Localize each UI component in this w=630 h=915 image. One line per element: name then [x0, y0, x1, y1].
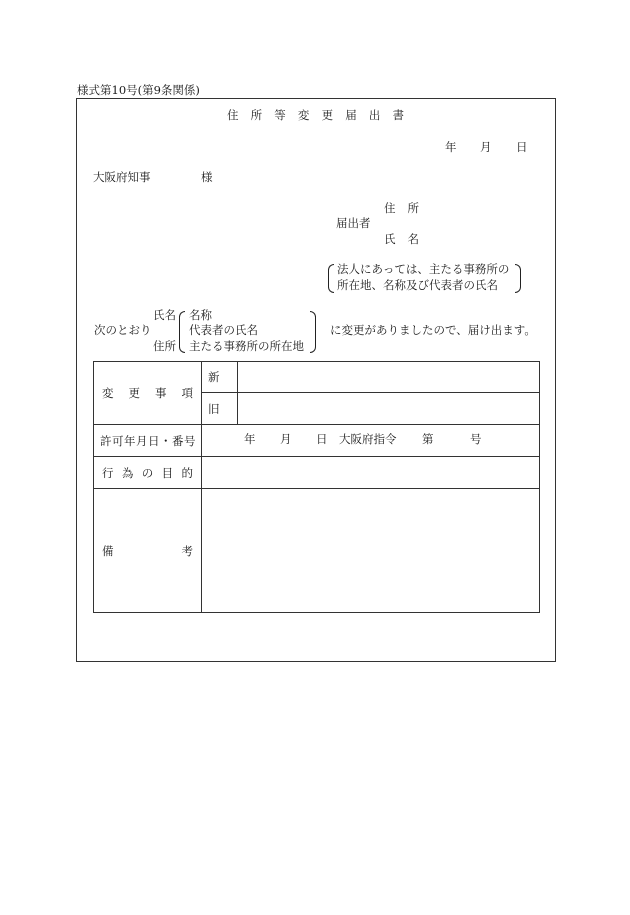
permit-label: 許可年月日・番号 [94, 425, 202, 457]
purpose-label: 行 為 の 目 的 [102, 465, 193, 480]
permit-go: 号 [470, 431, 482, 446]
change-items-label: 変 更 事 項 [102, 386, 193, 400]
title-char: 等 [274, 108, 286, 122]
title-char: 住 [227, 108, 239, 122]
table-row-permit [94, 425, 540, 457]
change-items-label-cell [94, 362, 202, 425]
old-value-cell[interactable] [238, 393, 540, 425]
applicant-address-label: 住 所 [384, 201, 419, 215]
remarks-label-cell [94, 489, 202, 613]
statement-suffix: に変更がありましたので、届け出ます。 [330, 323, 536, 337]
corporation-note-line1: 法人にあっては、主たる事務所の [337, 262, 510, 276]
statement-prefix: 次のとおり [94, 323, 152, 337]
note-bracket-left [328, 264, 334, 293]
change-table [93, 361, 540, 613]
addressee-name: 大阪府知事 [93, 170, 151, 184]
permit-year: 年 [244, 431, 256, 446]
permit-month: 月 [280, 431, 292, 446]
form-title [227, 110, 404, 122]
statement-address-label: 住所 [153, 339, 176, 353]
statement-item-representative: 代表者の氏名 [189, 323, 258, 337]
title-char: 更 [321, 108, 334, 122]
permit-value-cell[interactable] [202, 425, 540, 457]
purpose-value-cell[interactable] [202, 457, 540, 489]
statement-item-name: 名称 [189, 308, 212, 322]
statement-name-label: 氏名 [153, 308, 176, 322]
form-number-label: 様式第10号(第9条関係) [77, 83, 200, 97]
purpose-label-cell [94, 457, 202, 489]
permit-dai: 第 [422, 431, 434, 446]
title-char: 変 [297, 108, 310, 122]
statement-bracket-right [310, 311, 316, 353]
remarks-value-cell[interactable] [202, 489, 540, 613]
table-row-purpose [94, 457, 540, 489]
applicant-label: 届出者 [336, 216, 371, 230]
date-month: 月 [480, 140, 492, 154]
date-year: 年 [445, 140, 457, 154]
old-label: 旧 [202, 393, 238, 425]
new-label: 新 [202, 362, 238, 393]
table-row-remarks [94, 489, 540, 613]
date-day: 日 [516, 140, 528, 154]
remarks-label: 備 考 [102, 543, 193, 558]
permit-day: 日 [316, 431, 328, 446]
new-value-cell[interactable] [238, 362, 540, 393]
title-char: 所 [250, 108, 263, 122]
permit-authority: 大阪府指令 [339, 431, 397, 446]
title-char: 出 [368, 108, 381, 122]
applicant-name-label: 氏 名 [384, 232, 419, 246]
addressee-honorific: 様 [201, 170, 213, 184]
statement-item-office: 主たる事務所の所在地 [189, 339, 304, 353]
statement-bracket-left [179, 311, 185, 353]
title-char: 届 [345, 108, 357, 122]
table-row-new [94, 362, 540, 393]
title-char: 書 [392, 108, 404, 122]
corporation-note-line2: 所在地、名称及び代表者の氏名 [337, 278, 498, 292]
note-bracket-right [515, 264, 521, 293]
